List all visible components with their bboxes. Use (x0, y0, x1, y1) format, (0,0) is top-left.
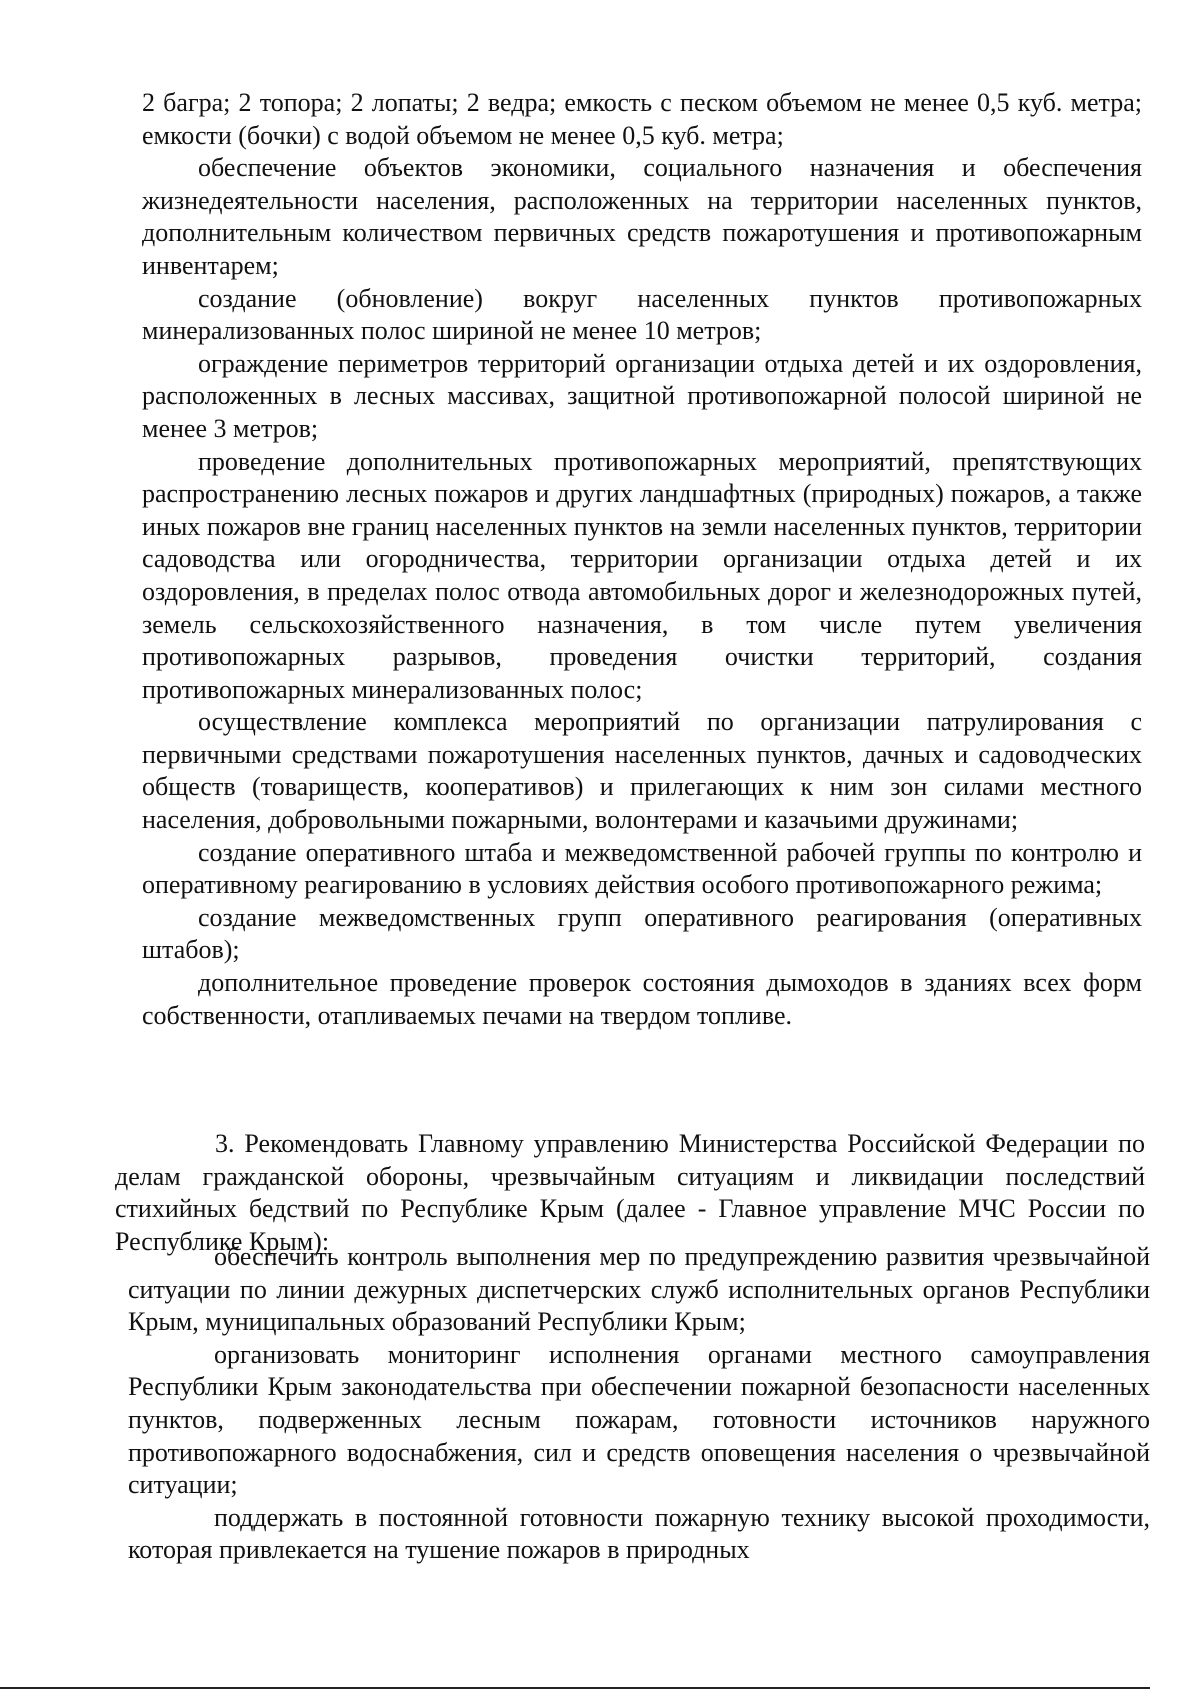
paragraph: обеспечение объектов экономики, социального назначения и обеспечения жизнедеятельности населения, расположенных на территории населенных пунктов, дополнительным количеством первичных средств пожаротушения и противопожарным инвентарем; (142, 153, 1142, 280)
paragraph: ограждение периметров территорий организации отдыха детей и их оздоровления, расположенных в лесных массивах, защитной противопожарной полосой шириной не менее 3 метров; (142, 348, 1142, 443)
text-block-mchs-tasks (128, 1241, 1150, 1567)
text-block-item-3 (115, 1128, 1145, 1258)
paragraph: создание оперативного штаба и межведомственной рабочей группы по контролю и оперативному реагированию в условиях действия особого противопожарного режима; (142, 837, 1142, 900)
paragraph: дополнительное проведение проверок состояния дымоходов в зданиях всех форм собственности, отапливаемых печами на твердом топливе. (142, 968, 1142, 1030)
paragraph: осуществление комплекса мероприятий по организации патрулирования с первичными средствами пожаротушения населенных пунктов, дачных и садоводческих обществ (товариществ, кооперативов) и прилегающих к ним зон силами местного населения, добровольными пожарными, волонтерами и казачьими дружинами; (142, 707, 1142, 835)
paragraph: создание (обновление) вокруг населенных пунктов противопожарных минерализованных полос шириной не менее 10 метров; (142, 283, 1142, 346)
paragraph: проведение дополнительных противопожарных мероприятий, препятствующих распространению лесных пожаров и других ландшафтных (природных) пожаров, а также иных пожаров вне границ населенных пунктов на земли населенных пунктов, территории садоводства или огородничества, территории организации отдыха детей и их оздоровления, в пределах полос отвода автомобильных дорог и железнодорожных путей, земель сельскохозяйственного назначения, в том числе путем увеличения противопожарных разрывов, проведения очистки территорий, создания противопожарных минерализованных полос; (142, 446, 1142, 704)
paragraph: обеспечить контроль выполнения мер по предупреждению развития чрезвычайной ситуации по линии дежурных диспетчерских служб исполнительных органов Республики Крым, муниципальных образований Республики Крым; (128, 1242, 1150, 1337)
text-block-measures (142, 87, 1142, 1032)
paragraph: организовать мониторинг исполнения органами местного самоуправления Республики Крым законодательства при обеспечении пожарной безопасности населенных пунктов, подверженных лесным пожарам, готовности источников наружного противопожарного водоснабжения, сил и средств оповещения населения о чрезвычайной ситуации; (128, 1339, 1150, 1500)
page-bottom-rule (0, 1687, 1150, 1689)
numbered-paragraph: 3. Рекомендовать Главному управлению Министерства Российской Федерации по делам гражданской обороны, чрезвычайным ситуациям и ликвидации последствий стихийных бедствий по Республике Крым (далее - Главное управление МЧС России по Республике Крым): (115, 1129, 1145, 1256)
paragraph: поддержать в постоянной готовности пожарную технику высокой проходимости, которая привлекается на тушение пожаров в природных (128, 1502, 1150, 1565)
paragraph: 2 багра; 2 топора; 2 лопаты; 2 ведра; емкость с песком объемом не менее 0,5 куб. метра; емкости (бочки) с водой объемом не менее 0,5 куб. метра; (142, 88, 1142, 150)
paragraph: создание межведомственных групп оперативного реагирования (оперативных штабов); (142, 902, 1142, 965)
